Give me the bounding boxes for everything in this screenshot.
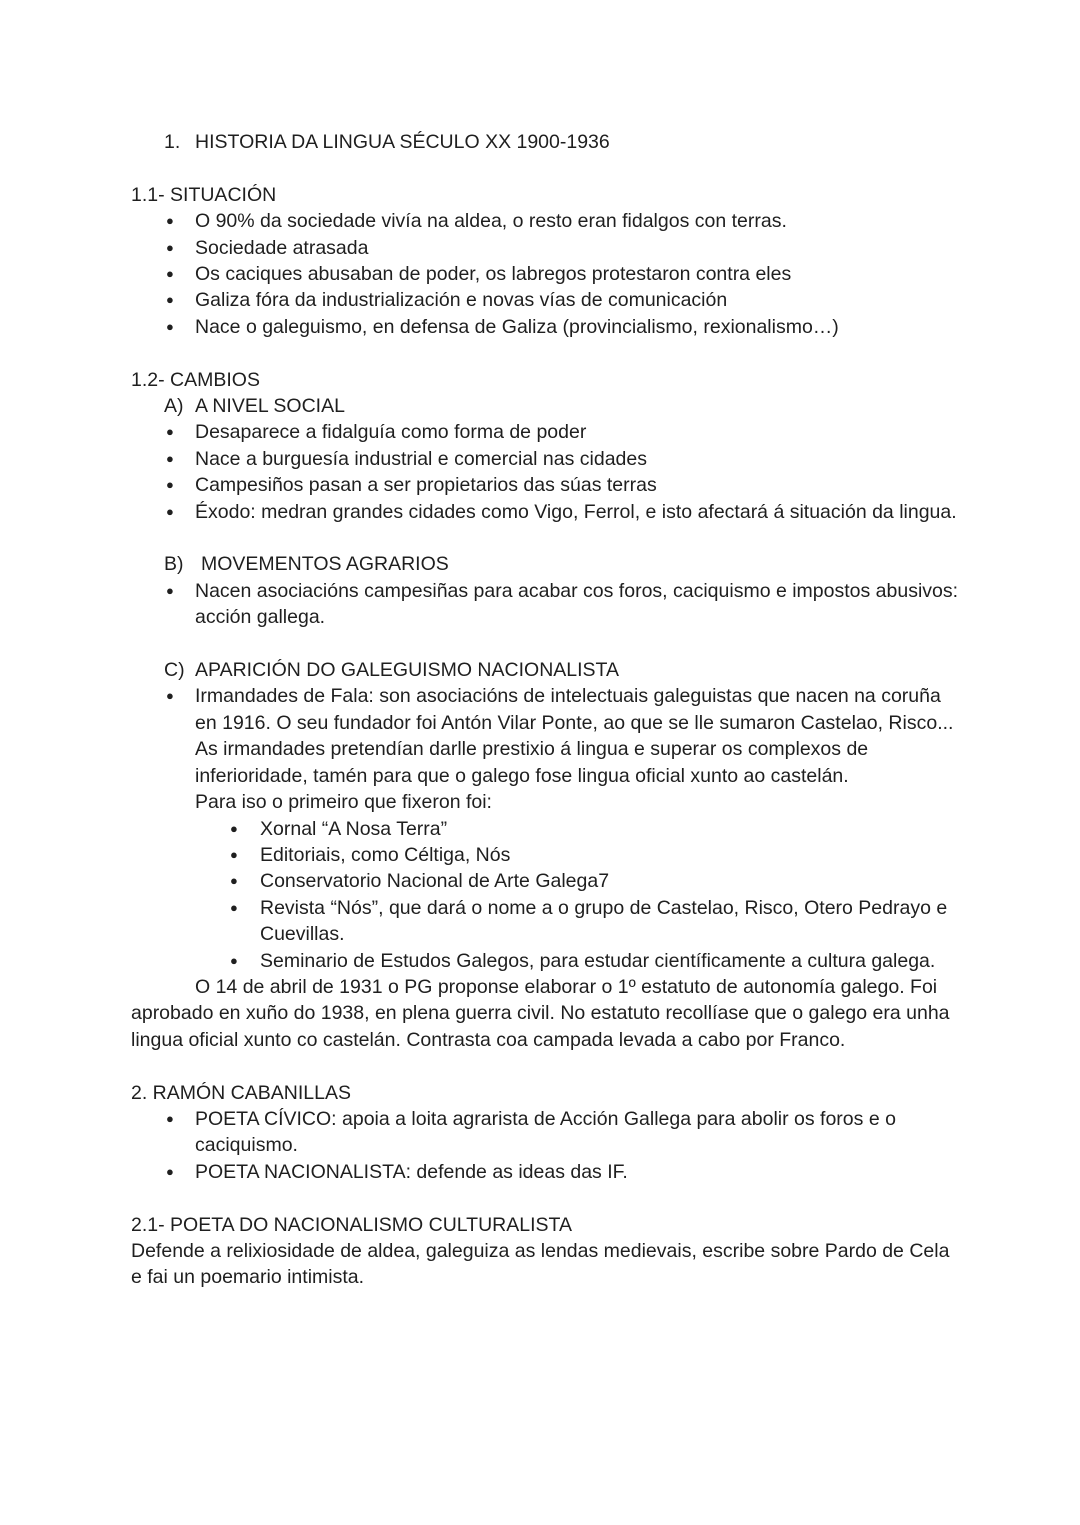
irmandades-actions-list [131,816,961,974]
section-2-title: 2. RAMÓN CABANILLAS [131,1081,351,1104]
section-1-1-list [131,208,961,340]
heading-text: HISTORIA DA LINGUA SÉCULO XX 1900-1936 [195,131,610,153]
section-2-1-text: Defende a relixiosidade de aldea, galeguiza as lendas medievais, escribe sobre Pardo de Cela e fai un poemario intimista. [131,1239,950,1289]
list-item: ● Seminario de Estudos Galegos, para estudar científicamente a cultura galega. [131,948,961,974]
list-item: ● Revista “Nós”, que dará o nome a o grupo de Castelao, Risco, Otero Pedrayo e Cuevillas. [131,895,961,948]
estatuto-paragraph: O 14 de abril de 1931 o PG proponse elaborar o 1º estatuto de autonomía galego. Foi aprobado en xuño do 1938, en plena guerra civil. No estatuto recollíase que o galego era unha lingua oficial xunto co castelán. Contrasta coa campada levada a cabo por Franco. [131,975,950,1051]
list-item: ● O 90% da sociedade vivía na aldea, o resto eran fidalgos con terras. [131,208,961,234]
document-page [131,129,961,1291]
list-item: ● POETA CÍVICO: apoia a loita agrarista de Acción Gallega para abolir os foros e o caciquismo. [131,1106,961,1159]
list-item: ● Editoriais, como Céltiga, Nós [131,842,961,868]
subsection-c-title: C) APARICIÓN DO GALEGUISMO NACIONALISTA [164,659,620,682]
section-2-list [131,1106,961,1185]
subsection-a-list [131,419,961,525]
subsection-c-list [131,683,961,736]
list-item: ● Xornal “A Nosa Terra” [131,816,961,842]
section-1-1-title: 1.1- SITUACIÓN [131,183,277,206]
heading-number: 1. [164,131,181,153]
list-item: ● Nacen asociacións campesiñas para acabar cos foros, caciquismo e impostos abusivos: acción gallega. [131,578,961,631]
list-item: ● Éxodo: medran grandes cidades como Vigo, Ferrol, e isto afectará á situación da lingua. [131,499,961,525]
subsection-a-title: A) A NIVEL SOCIAL [164,395,345,418]
section-1-2-title: 1.2- CAMBIOS [131,368,260,391]
list-item: ● Os caciques abusaban de poder, os labregos protestaron contra eles [131,261,961,287]
list-item: ● POETA NACIONALISTA: defende as ideas das IF. [131,1159,961,1185]
list-item: ● Campesiños pasan a ser propietarios das súas terras [131,472,961,498]
subsection-b-list [131,578,961,631]
heading-1 [131,129,961,155]
list-item: ● Nace a burguesía industrial e comercial nas cidades [131,446,961,472]
list-item: ● Desaparece a fidalguía como forma de poder [131,419,961,445]
list-item: ● Galiza fóra da industrialización e novas vías de comunicación [131,287,961,313]
section-2-1-title: 2.1- POETA DO NACIONALISMO CULTURALISTA [131,1213,573,1236]
list-item: ● Conservatorio Nacional de Arte Galega7 [131,868,961,894]
list-item: ● Nace o galeguismo, en defensa de Galiza (provincialismo, rexionalismo…) [131,314,961,340]
subsection-b-title: B) MOVEMENTOS AGRARIOS [164,553,449,576]
irmandades-intro: Para iso o primeiro que fixeron foi: [195,791,492,814]
list-item: ● Sociedade atrasada [131,235,961,261]
list-item: ● Irmandades de Fala: son asociacións de intelectuais galeguistas que nacen na coruña en 1916. O seu fundador foi Antón Vilar Ponte, ao que se lle sumaron Castelao, Risco... [131,683,961,736]
irmandades-paragraph: As irmandades pretendían darlle prestixio á lingua e superar os complexos de inferioridade, tamén para que o galego fose lingua oficial xunto ao castelán. [195,738,869,787]
